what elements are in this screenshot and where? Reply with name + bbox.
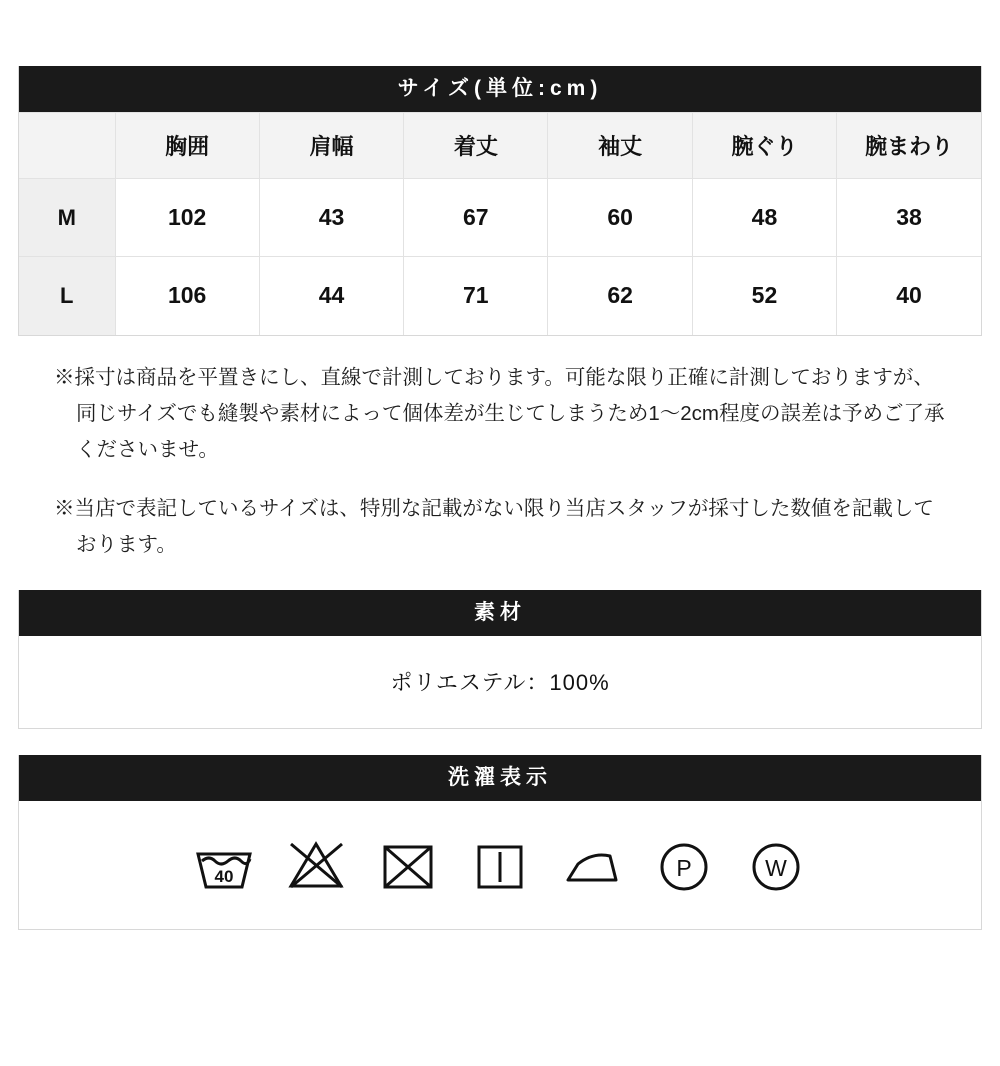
material-value: ポリエステル：100%: [390, 670, 610, 696]
size-cell-m-armcircumference: 38: [837, 179, 981, 257]
size-col-sleeve: 袖丈: [548, 113, 692, 179]
size-cell-l-armhole: 52: [692, 257, 836, 335]
size-cell-l-length: 71: [404, 257, 548, 335]
no-tumble-dry-icon: [377, 834, 439, 896]
size-section-header: サイズ(単位:cm): [19, 66, 981, 112]
size-cell-l-bust: 106: [115, 257, 259, 335]
size-col-length: 着丈: [404, 113, 548, 179]
size-cell-l-sleeve: 62: [548, 257, 692, 335]
svg-text:W: W: [765, 854, 787, 881]
size-col-shoulder: 肩幅: [259, 113, 403, 179]
iron-icon: [561, 834, 623, 896]
table-row: [19, 257, 981, 335]
size-cell-m-shoulder: 43: [259, 179, 403, 257]
no-bleach-icon: [285, 834, 347, 896]
svg-text:P: P: [676, 854, 692, 881]
dryclean-p-icon: [653, 834, 715, 896]
size-cell-m-length: 67: [404, 179, 548, 257]
wash-40-icon: [193, 834, 255, 896]
wetclean-w-icon: [745, 834, 807, 896]
care-section-header: 洗濯表示: [19, 755, 981, 801]
size-cell-m-sleeve: 60: [548, 179, 692, 257]
size-table-corner-cell: [19, 113, 115, 179]
measurement-notes: [18, 360, 982, 564]
size-col-armcircumference: 腕まわり: [837, 113, 981, 179]
product-spec-page: [0, 66, 1000, 1066]
size-col-armhole: 腕ぐり: [692, 113, 836, 179]
size-row-label-m: M: [19, 179, 115, 257]
size-table-header-row: [19, 113, 981, 179]
size-cell-m-armhole: 48: [692, 179, 836, 257]
note-staff-measured: ※当店で表記しているサイズは、特別な記載がない限り当店スタッフが採寸した数値を記載しております。: [54, 496, 934, 557]
material-section-header: 素材: [19, 590, 981, 636]
material-section: [18, 590, 982, 729]
size-cell-m-bust: 102: [115, 179, 259, 257]
note-measurement: ※採寸は商品を平置きにし、直線で計測しております。可能な限り正確に計測しておりますが、同じサイズでも縫製や素材によって個体差が生じてしまうため1〜2cm程度の誤差は予めご了承くださいませ。: [54, 365, 945, 462]
svg-text:40: 40: [214, 866, 234, 886]
size-row-label-l: L: [19, 257, 115, 335]
size-cell-l-armcircumference: 40: [837, 257, 981, 335]
size-section: [18, 66, 982, 336]
drip-dry-hang-icon: [469, 834, 531, 896]
care-section: [18, 755, 982, 930]
size-col-bust: 胸囲: [115, 113, 259, 179]
size-table: [19, 112, 981, 335]
care-icon-row: [19, 801, 981, 929]
table-row: [19, 179, 981, 257]
size-cell-l-shoulder: 44: [259, 257, 403, 335]
